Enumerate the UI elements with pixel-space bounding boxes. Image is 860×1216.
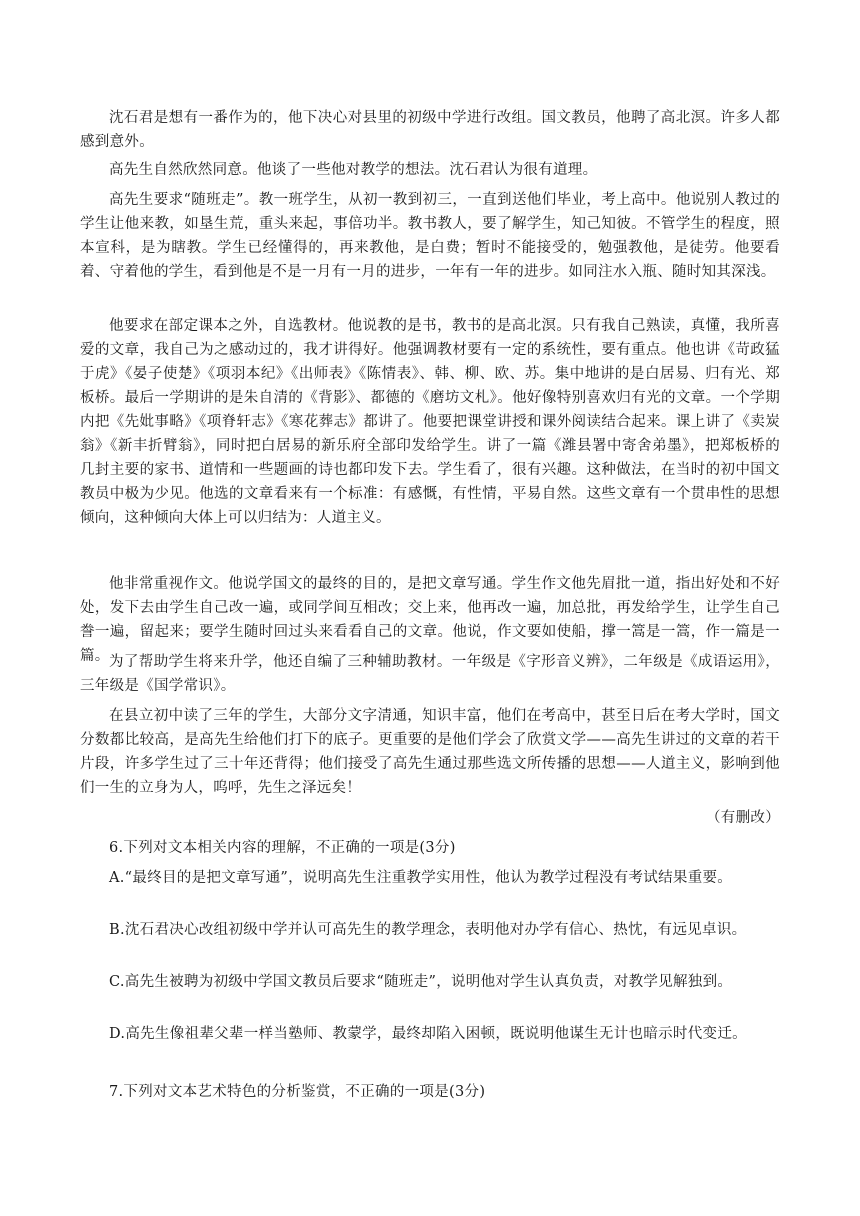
question-6-stem: 6.下列对文本相关内容的理解，不正确的一项是(3分) — [109, 840, 456, 856]
question-6-option-a: A.“最终目的是把文章写通”，说明高先生注重教学实用性，他认为教学过程没有考试结果重要。 — [109, 870, 733, 886]
article-paragraph-3: 高先生要求“随班走”。教一班学生，从初一教到初三，一直到送他们毕业，考上高中。他说别人教过的学生让他来教，如垦生荒，重头来起，事倍功半。教书教人，要了解学生，知己知彼。不管学生的程度，照本宣科，是为瞎教。学生已经懂得的，再来教他，是白费；暂时不能接受的，勉强教他，是徒劳。他要看着、守着他的学生，看到他是不是一月有一月的进步，一年有一年的进步。如同注水入瓶、随时知其深浅。 — [80, 192, 780, 280]
question-6-option-d: D.高先生像祖辈父辈一样当塾师、教蒙学，最终却陷入困顿，既说明他谋生无计也暗示时代变迁。 — [109, 1026, 747, 1042]
article-paragraph-5: 他非常重视作文。他说学国文的最终的目的，是把文章写通。学生作文他先眉批一道，指出好处和不好处，发下去由学生自己改一遍，或同学间互相改；交上来，他再改一遍，加总批，再发给学生，让学生自己誊一遍，留起来；要学生随时回过头来看看自己的文章。他说，作文要如使船，撑一篙是一篙，作一篇是一篇。 — [80, 576, 780, 664]
question-6-option-b: B.沈石君决心改组初级中学并认可高先生的教学理念，表明他对办学有信心、热忱，有远见卓识。 — [109, 922, 747, 938]
article-paragraph-1: 沈石君是想有一番作为的，他下决心对县里的初级中学进行改组。国文教员，他聘了高北溟。许多人都感到意外。 — [80, 110, 780, 150]
article-paragraph-6: 为了帮助学生将来升学，他还自编了三种辅助教材。一年级是《字形音义辨》，二年级是《成语运用》，三年级是《国学常识》。 — [80, 654, 780, 694]
question-6-option-c: C.高先生被聘为初级中学国文教员后要求“随班走”，说明他对学生认真负责，对教学见解独到。 — [109, 974, 733, 990]
article-paragraph-7: 在县立初中读了三年的学生，大部分文字清通，知识丰富，他们在考高中，甚至日后在考大学时，国文分数都比较高，是高先生给他们打下的底子。更重要的是他们学会了欣赏文学——高先生讲过的文章的若干片段，许多学生过了三十年还背得；他们接受了高先生通过那些选文所传播的思想——人道主义，影响到他们一生的立身为人，呜呼，先生之泽远矣！ — [80, 708, 780, 796]
source-note: （有删改） — [706, 810, 780, 826]
article-paragraph-4: 他要求在部定课本之外，自选教材。他说教的是书，教书的是高北溟。只有我自己熟读，真懂，我所喜爱的文章，我自己为之感动过的，我才讲得好。他强调教材要有一定的系统性，要有重点。他也讲《苛政猛于虎》《晏子使楚》《项羽本纪》《出师表》《陈情表》、韩、柳、欧、苏。集中地讲的是白居易、归有光、郑板桥。最后一学期讲的是朱自清的《背影》、都德的《磨坊文札》。他好像特别喜欢归有光的文章。一个学期内把《先妣事略》《项脊轩志》《寒花葬志》都讲了。他要把课堂讲授和课外阅读结合起来。课上讲了《卖炭翁》《新丰折臂翁》，同时把白居易的新乐府全部印发给学生。讲了一篇《潍县署中寄舍弟墨》，把郑板桥的几封主要的家书、道情和一些题画的诗也都印发下去。学生看了，很有兴趣。这种做法，在当时的初中国文教员中极为少见。他选的文章看来有一个标准：有感慨，有性情，平易自然。这些文章有一个贯串性的思想倾向，这种倾向大体上可以归结为：人道主义。 — [80, 318, 780, 526]
question-7-stem: 7.下列对文本艺术特色的分析鉴赏，不正确的一项是(3分) — [109, 1084, 486, 1100]
article-paragraph-2: 高先生自然欣然同意。他谈了一些他对教学的想法。沈石君认为很有道理。 — [109, 162, 598, 178]
